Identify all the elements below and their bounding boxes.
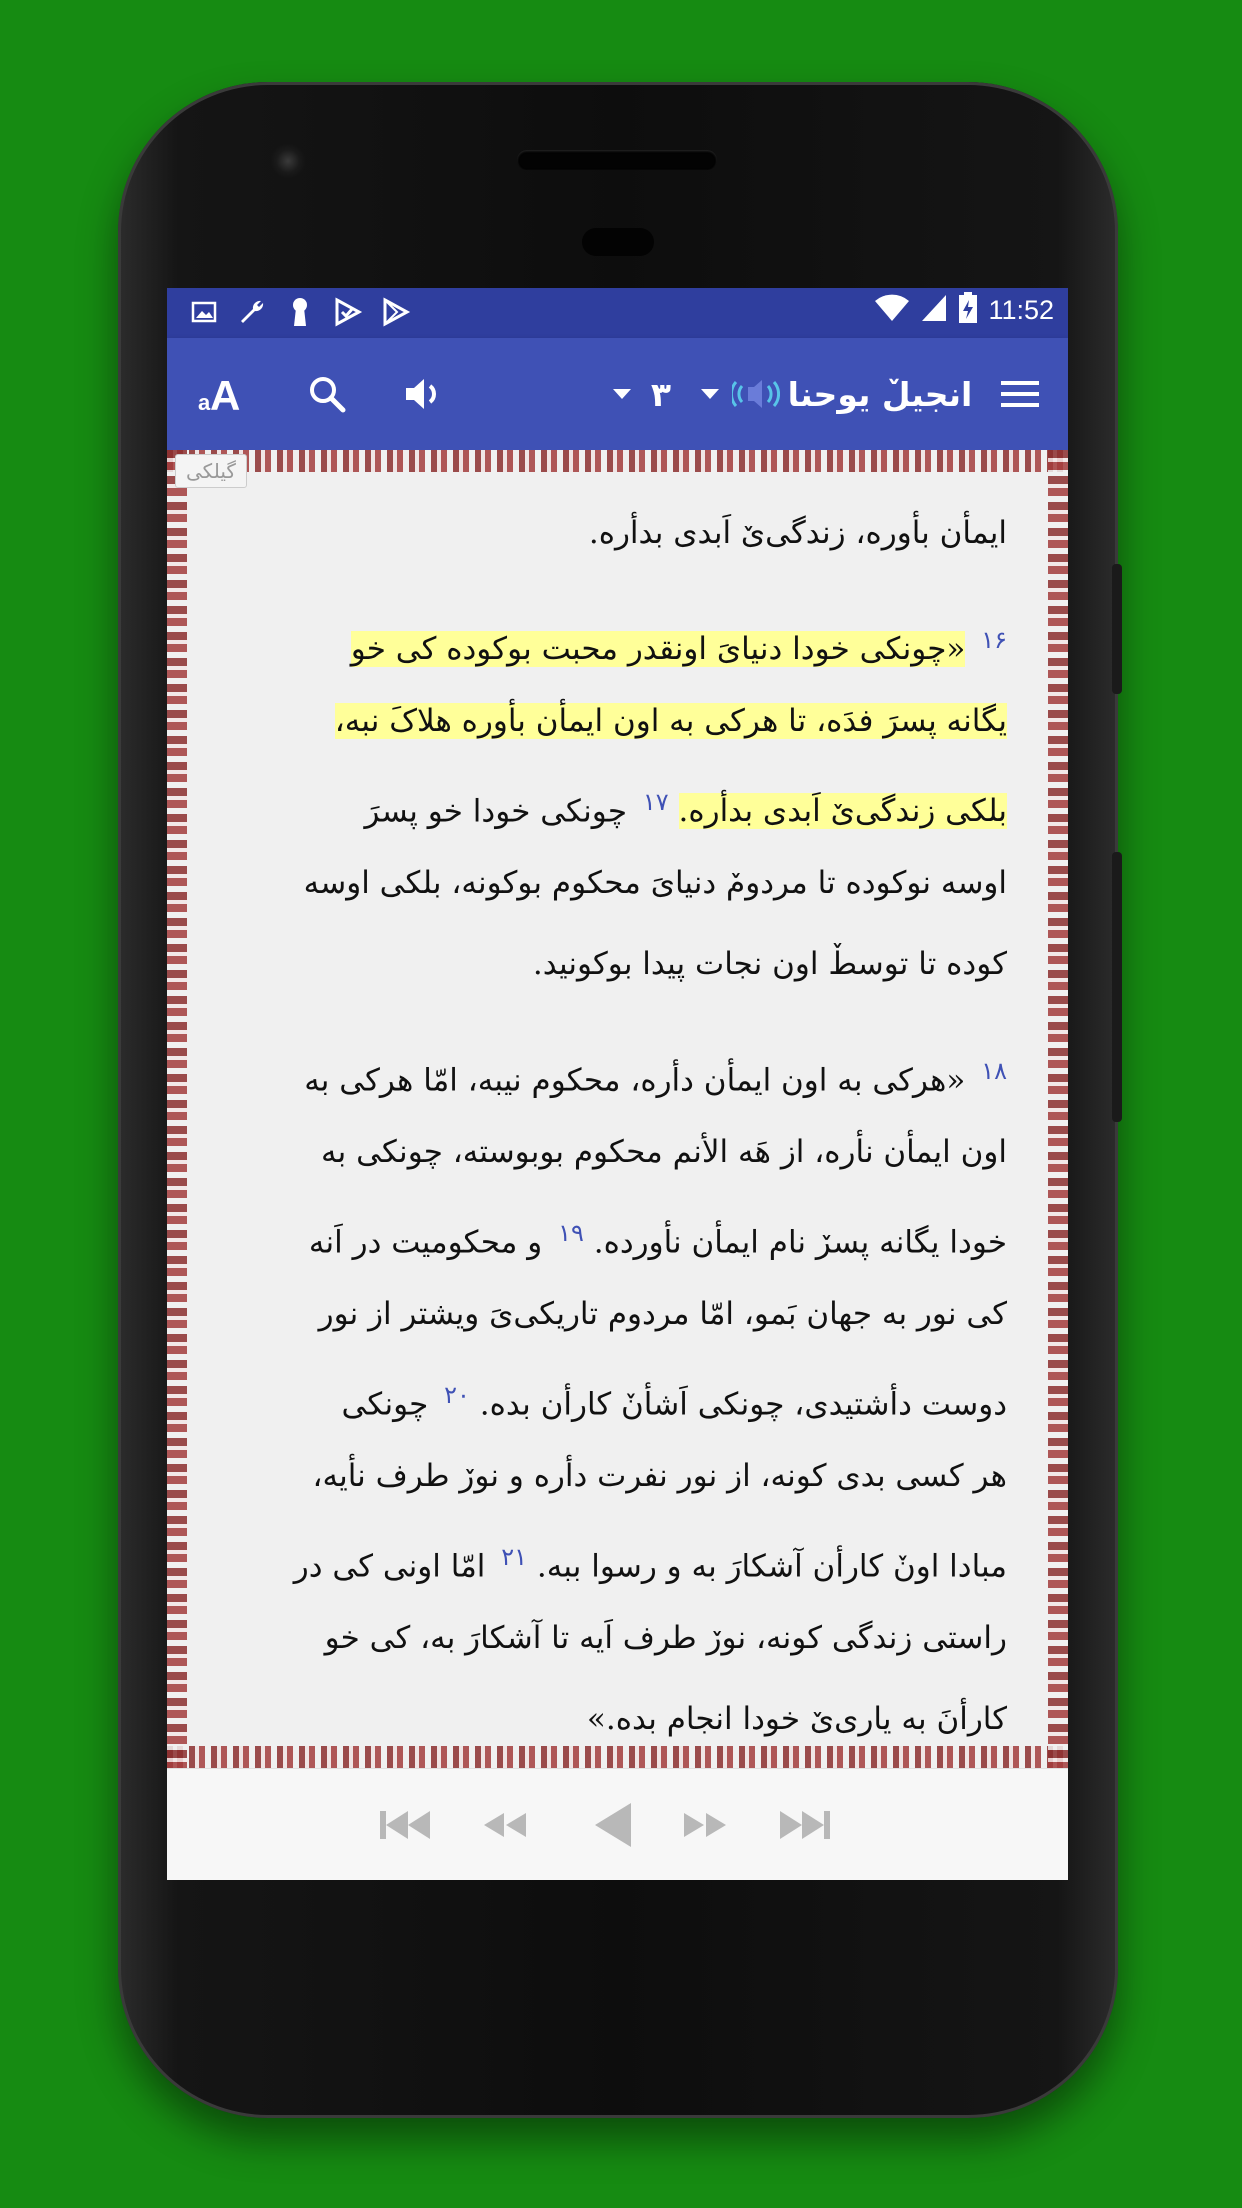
proximity-sensor bbox=[582, 228, 654, 256]
text-line bbox=[341, 1370, 1007, 1423]
verse-text: ایمأن بأوره، زندگی‌یٚ اَبدی بدأره. bbox=[588, 515, 1007, 551]
verse-text: اوسه نوکوده تا مردومٚ دنیایَ محکوم بوکونه، بلکی اوسه bbox=[303, 865, 1007, 901]
text-line bbox=[335, 696, 1007, 746]
verse-number[interactable]: ۱۸ bbox=[981, 1057, 1007, 1085]
keyhole-icon bbox=[285, 296, 315, 328]
verse-text: کوده تا توسطٚ اون نجات پیدا بوکونید. bbox=[532, 946, 1007, 982]
decorative-border-top bbox=[167, 450, 1068, 472]
verse-text: چونکی خودا خو پسرَ bbox=[364, 793, 627, 830]
audio-indicator bbox=[731, 338, 781, 450]
verse-number[interactable]: ۱۹ bbox=[558, 1219, 584, 1247]
highlighted-verse-text: «چونکی خودا دنیایَ اونقدر محبت بوکوده کی خو bbox=[350, 631, 966, 668]
volume-button bbox=[1112, 852, 1122, 1122]
highlighted-verse-text: بلکی زندگی‌یٚ اَبدی بدأره. bbox=[678, 793, 1007, 830]
book-selector[interactable] bbox=[785, 338, 975, 450]
skip-first-icon bbox=[378, 1807, 432, 1843]
chapter-dropdown-arrow[interactable] bbox=[607, 338, 637, 450]
verse-number[interactable]: ۲۰ bbox=[444, 1381, 470, 1409]
highlighted-verse-text: یگانه پسرَ فدَه، تا هرکی به اون ایمأن بأوره هلاکَ نبه، bbox=[334, 703, 1007, 739]
verse-text: مبادا اونٚ کارأن آشکارَ به و رسوا ببه. bbox=[536, 1548, 1007, 1585]
fast-forward-icon bbox=[680, 1807, 730, 1843]
play-icon bbox=[591, 1801, 635, 1849]
book-dropdown-arrow[interactable] bbox=[695, 338, 725, 450]
rewind-button[interactable] bbox=[475, 1769, 535, 1880]
text-line bbox=[321, 1127, 1007, 1177]
text-line bbox=[589, 508, 1007, 558]
earpiece-speaker bbox=[517, 150, 717, 170]
text-size-icon bbox=[196, 374, 250, 414]
verse-text: خودا یگانه پسرٚ نام ایمأن نأورده. bbox=[593, 1224, 1007, 1261]
text-line bbox=[350, 615, 1007, 668]
reading-pane[interactable] bbox=[167, 450, 1068, 1768]
skip-first-button[interactable] bbox=[375, 1769, 435, 1880]
text-line bbox=[319, 1289, 1007, 1339]
battery-charging-icon bbox=[958, 292, 978, 328]
app-bar bbox=[167, 338, 1068, 450]
search-button[interactable] bbox=[287, 338, 367, 450]
verse-text: کی نور به جهان بَمو، امّا مردوم تاریکی‌یَ ویشتر از نور bbox=[318, 1296, 1007, 1332]
verse-text: چونکی bbox=[341, 1386, 429, 1423]
chapter-selector[interactable] bbox=[641, 338, 681, 450]
fast-forward-button[interactable] bbox=[675, 1769, 735, 1880]
wrench-icon bbox=[237, 296, 267, 328]
text-line bbox=[364, 777, 1008, 830]
skip-last-button[interactable] bbox=[775, 1769, 835, 1880]
volume-button[interactable] bbox=[383, 338, 463, 450]
verse-number[interactable]: ۱۶ bbox=[981, 626, 1007, 654]
image-icon bbox=[189, 296, 219, 328]
text-line bbox=[304, 858, 1007, 908]
play-store-check-icon bbox=[333, 296, 363, 328]
text-size-button[interactable] bbox=[183, 338, 263, 450]
chevron-down-icon bbox=[701, 389, 719, 399]
search-icon bbox=[307, 374, 347, 414]
rewind-icon bbox=[480, 1807, 530, 1843]
verse-text: هر کسی بدی کونه، از نور نفرت دأره و نورٚ طرف نأیه، bbox=[312, 1458, 1007, 1494]
text-line bbox=[533, 939, 1007, 989]
wifi-icon bbox=[874, 293, 910, 327]
cell-signal-icon bbox=[920, 293, 948, 327]
decorative-border-left bbox=[167, 450, 187, 1768]
svg-text:A: A bbox=[210, 374, 241, 414]
power-button bbox=[1112, 564, 1122, 694]
text-line bbox=[325, 1613, 1007, 1663]
status-bar bbox=[167, 288, 1068, 338]
menu-button[interactable] bbox=[985, 338, 1055, 450]
verse-text: اون ایمأن نأره، از هَه الأنم محکوم بوبوسته، چونکی به bbox=[321, 1134, 1007, 1170]
book-title: انجیلٚ یوحنا bbox=[787, 374, 973, 414]
chapter-number: ۳ bbox=[650, 374, 672, 414]
text-line bbox=[587, 1694, 1007, 1744]
decorative-border-bottom bbox=[167, 1746, 1068, 1768]
volume-icon bbox=[402, 374, 444, 414]
verse-text: «هرکی به اون ایمأن دأره، محکوم نیبه، امّا هرکی به bbox=[304, 1062, 966, 1099]
skip-last-icon bbox=[778, 1807, 832, 1843]
svg-text:a: a bbox=[198, 390, 211, 414]
verse-number[interactable]: ۱۷ bbox=[642, 788, 669, 816]
front-camera bbox=[270, 143, 306, 179]
verse-text: امّا اونی کی در bbox=[293, 1548, 486, 1585]
speaker-waves-icon bbox=[732, 374, 780, 414]
verse-number[interactable]: ۲۱ bbox=[501, 1543, 528, 1571]
text-line bbox=[308, 1208, 1007, 1261]
play-store-icon bbox=[381, 296, 411, 328]
play-button[interactable] bbox=[583, 1769, 643, 1880]
decorative-border-right bbox=[1048, 450, 1068, 1768]
text-line bbox=[304, 1046, 1007, 1099]
verse-text: راستی زندگی کونه، نورٚ طرف اَیه تا آشکارَ به، کی خو bbox=[324, 1620, 1007, 1656]
clock: 11:52 bbox=[988, 294, 1054, 325]
text-line bbox=[312, 1451, 1007, 1501]
audio-player-bar bbox=[167, 1768, 1068, 1880]
verse-text: کارأنَ به یاری‌یٚ خودا انجام بده.» bbox=[586, 1701, 1007, 1737]
verse-text: و محکومیت در اَنه bbox=[308, 1224, 543, 1261]
language-tag: گیلکی bbox=[175, 454, 247, 488]
verse-text: دوست دأشتیدی، چونکی اَشأنٚ کارأن بده. bbox=[479, 1386, 1007, 1423]
hamburger-icon bbox=[1001, 378, 1039, 410]
app-screen bbox=[167, 288, 1068, 1880]
text-line bbox=[293, 1532, 1007, 1585]
chevron-down-icon bbox=[613, 389, 631, 399]
